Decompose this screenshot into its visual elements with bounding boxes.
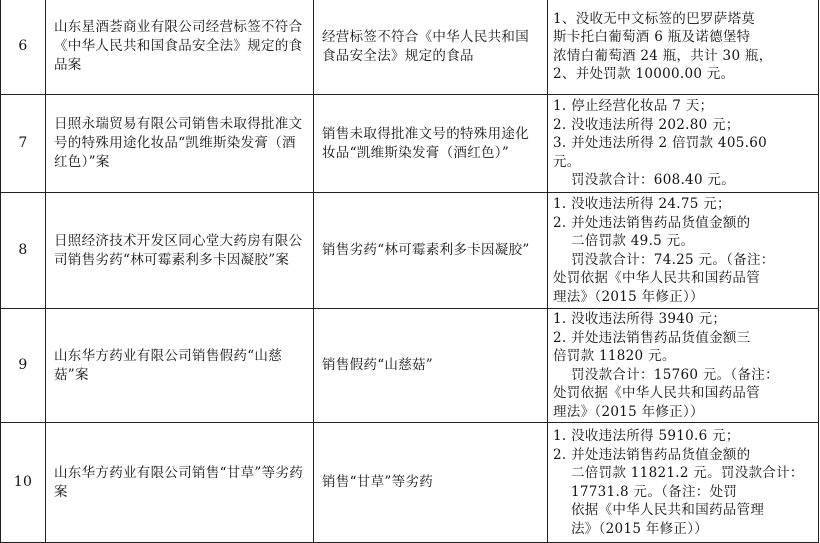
penalty-line: 罚没款合计：15760 元。（备注： [571, 366, 779, 383]
penalty-line: 理法》（2015 年修正）） [553, 403, 704, 420]
case-name: 日照经济技术开发区同心堂大药房有限公司销售劣药“林可霉素利多卡因凝胶”案 [46, 193, 314, 309]
penalty-content [548, 423, 819, 543]
penalty-line: 1. 停止经营化妆品 7 天； [553, 98, 714, 115]
violation-fact: 经营标签不符合《中华人民共和国食品安全法》规定的食品 [314, 0, 548, 95]
row-number: 10 [1, 423, 46, 543]
penalty-line: 浓情白葡萄酒 24 瓶，共计 30 瓶， [553, 47, 773, 64]
penalty-line: 法》（2015 年修正）） [571, 520, 709, 537]
table-row [1, 95, 819, 193]
violation-fact: 销售“甘草”等劣药 [314, 423, 548, 543]
case-name: 山东华方药业有限公司销售“甘草”等劣药案 [46, 423, 314, 543]
row-number: 6 [1, 0, 46, 95]
penalty-line: 3. 并处违法所得 2 倍罚款 405.60 [553, 135, 767, 152]
penalty-line: 2. 并处违法销售药品货值金额三 [553, 329, 751, 346]
penalty-line: 17731.8 元。（备注：处罚 [571, 483, 738, 500]
row-number: 9 [1, 309, 46, 423]
penalty-line: 1. 没收违法所得 24.75 元； [553, 196, 731, 212]
penalty-line: 罚没款合计：608.40 元。 [571, 172, 736, 189]
penalty-line: 罚没款合计：74.25 元。（备注： [571, 251, 775, 268]
penalty-line: 斯卡托白葡萄酒 6 瓶及诺德堡特 [553, 29, 751, 45]
penalty-line: 2. 没收违法所得 202.80 元； [553, 116, 740, 133]
penalty-content [548, 95, 819, 193]
penalty-line: 处罚依据《中华人民共和国药品管 [553, 385, 760, 401]
penalty-line: 1. 没收违法所得 5910.6 元； [553, 428, 740, 444]
table-row [1, 0, 819, 95]
violation-fact: 销售假药“山慈菇” [314, 309, 548, 423]
penalty-line: 2. 并处违法销售药品货值金额的 [553, 446, 751, 463]
penalty-line: 二倍罚款 11821.2 元。罚没款合计： [571, 465, 804, 481]
penalty-line: 元。 [553, 153, 581, 170]
case-name: 山东华方药业有限公司销售假药“山慈菇”案 [46, 309, 314, 423]
penalty-line: 依据《中华人民共和国药品管理 [571, 502, 765, 518]
case-name: 山东星酒荟商业有限公司经营标签不符合《中华人民共和国食品安全法》规定的食品案 [46, 0, 314, 95]
penalty-line: 2、并处罚款 10000.00 元。 [553, 66, 735, 82]
table-row [1, 309, 819, 423]
case-name: 日照永瑞贸易有限公司销售未取得批准文号的特殊用途化妆品“凯维斯染发膏（酒红色）”案 [46, 95, 314, 193]
table-row [1, 193, 819, 309]
penalty-content [548, 0, 819, 95]
penalty-line: 1. 没收违法所得 3940 元； [553, 311, 727, 327]
penalty-line: 处罚依据《中华人民共和国药品管 [553, 270, 760, 286]
violation-fact: 销售劣药“林可霉素利多卡因凝胶” [314, 193, 548, 309]
penalty-line: 理法》（2015 年修正）） [553, 288, 704, 305]
row-number: 8 [1, 193, 46, 309]
table-row [1, 423, 819, 543]
row-number: 7 [1, 95, 46, 193]
penalty-line: 倍罚款 11820 元。 [553, 348, 676, 364]
penalty-line: 二倍罚款 49.5 元。 [571, 233, 695, 249]
penalty-content [548, 309, 819, 423]
penalty-content [548, 193, 819, 309]
penalty-line: 2. 并处违法销售药品货值金额的 [553, 214, 751, 231]
penalty-line: 1、没收无中文标签的巴罗萨塔莫 [553, 10, 756, 27]
violation-fact: 销售未取得批准文号的特殊用途化妆品“凯维斯染发膏（酒红色）” [314, 95, 548, 193]
